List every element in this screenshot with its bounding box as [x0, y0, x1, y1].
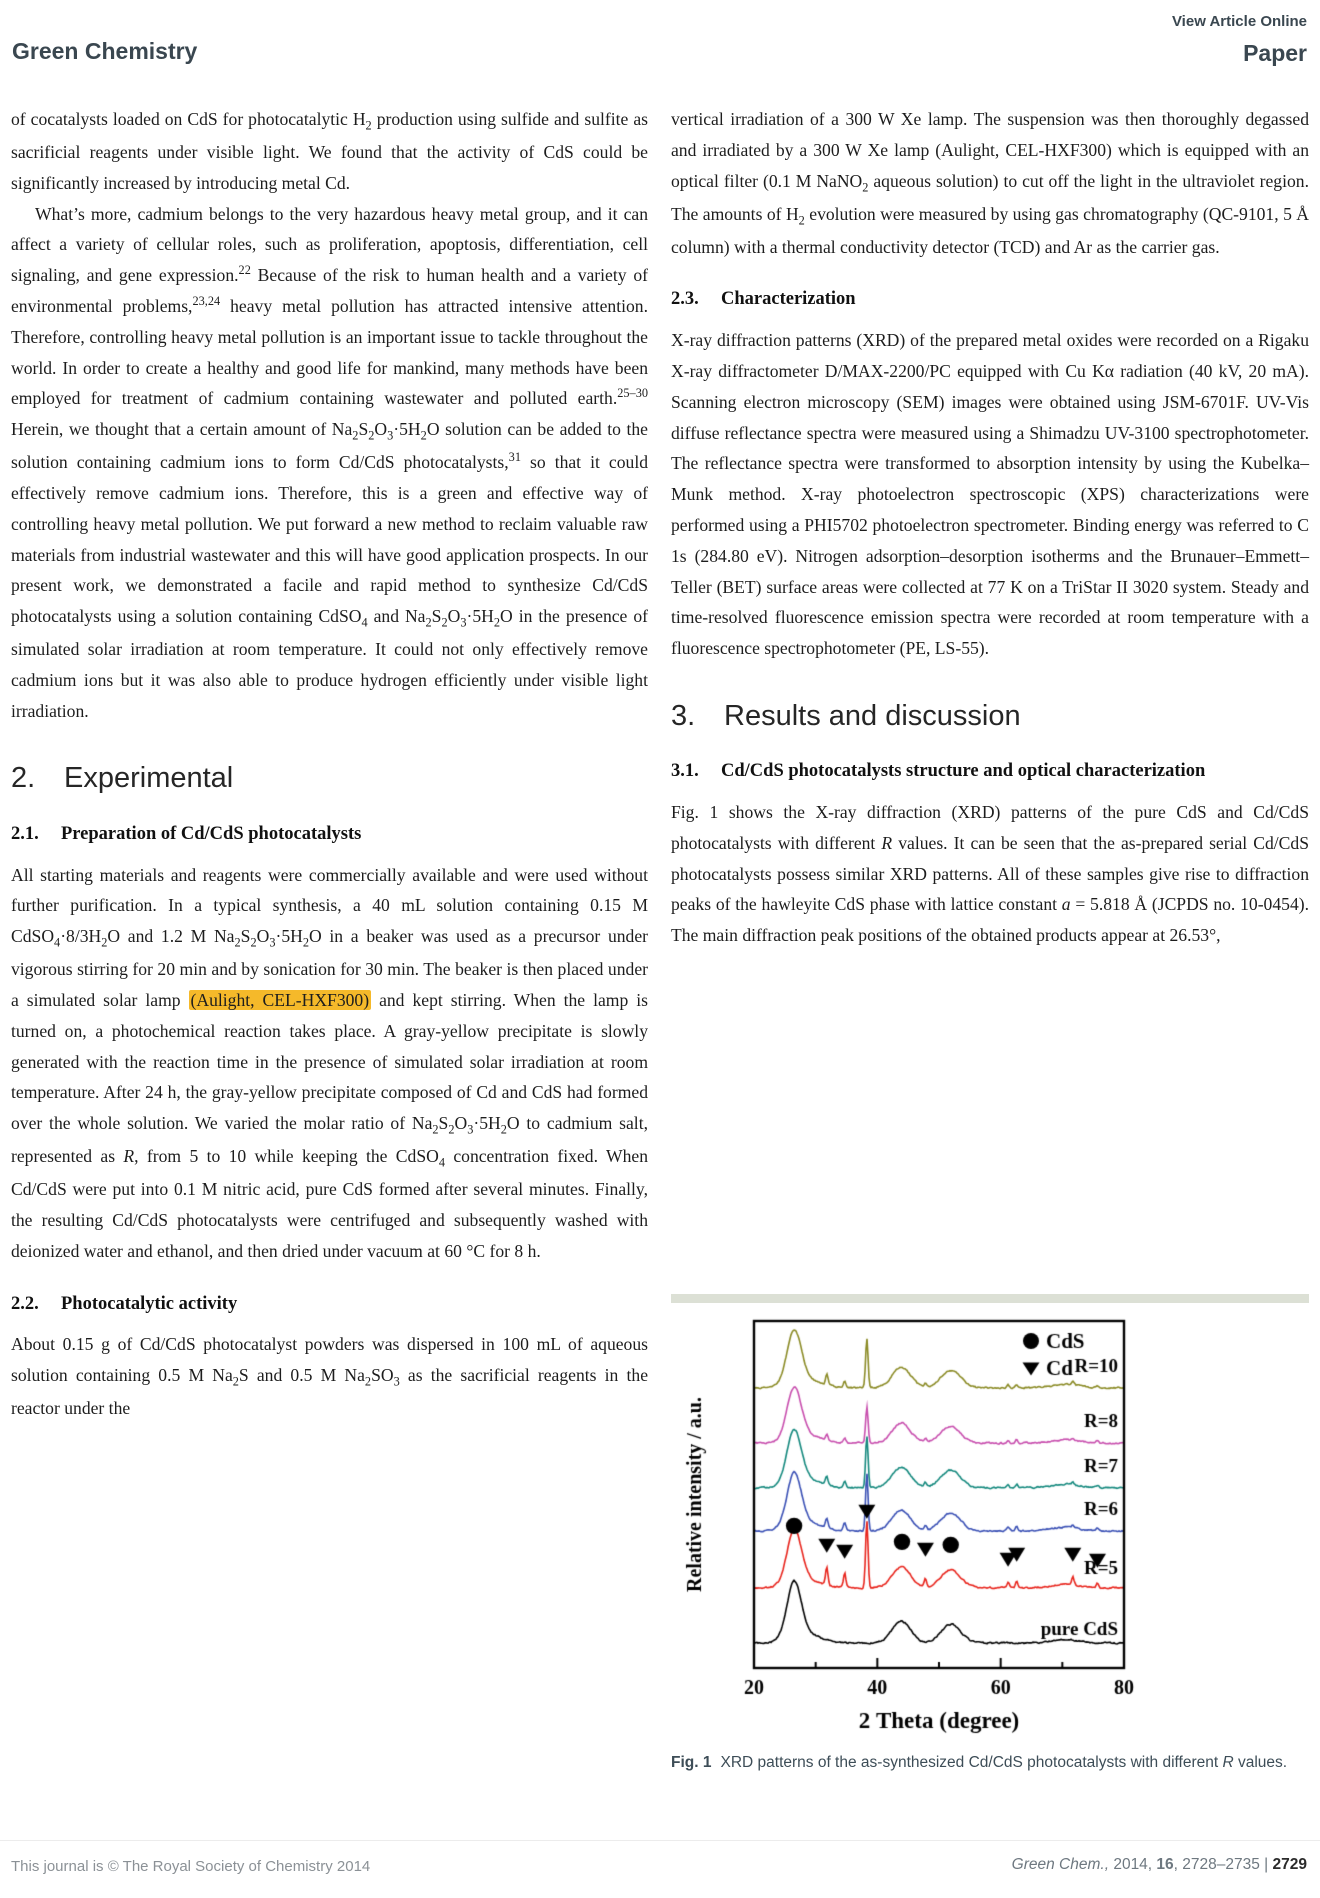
paragraph-xrd-discussion: Fig. 1 shows the X-ray diffraction (XRD) patterns of the pure CdS and Cd/CdS photocatalysts with different R values. It can be seen that the as-prepared serial Cd/CdS photocatalysts possess similar XRD patterns. All of these samples give rise to diffraction peaks of the hawleyite CdS phase with lattice constant a = 5.818 Å (JCPDS no. 10-0454). The main diffraction peak positions of the obtained products appear at 26.53°,: [671, 801, 1310, 946]
subsection-heading-characterization: [671, 286, 1309, 313]
view-article-online-link[interactable]: View Article Online: [1171, 13, 1307, 30]
footer-divider: [0, 1840, 1320, 1841]
figure-caption-text: XRD patterns of the as-synthesized Cd/CdS photocatalysts with different R values.: [720, 1754, 1288, 1771]
section-heading-results: [671, 698, 1309, 734]
footer-copyright: This journal is © The Royal Society of Chemistry 2014: [11, 1858, 371, 1875]
journal-title: Green Chemistry: [12, 38, 198, 64]
citation-separator: |: [1259, 1856, 1273, 1873]
subsection-title: Characterization: [721, 289, 856, 310]
section-title: Results and discussion: [724, 699, 1021, 732]
paragraph-photocatalytic-activity: About 0.15 g of Cd/CdS photocatalyst powders was dispersed in 100 mL of aqueous solution containing 0.5 M $Na_2S$ and 0.5 M $Na_2SO_3$ as the sacrificial reagents in the reactor under the: [11, 1334, 649, 1419]
citation-journal: Green Chem.,: [1011, 1856, 1110, 1873]
subsection-heading-photocatalytic-activity: [11, 1291, 648, 1318]
footer-citation: [1012, 1856, 1307, 1874]
paragraph-intro: of cocatalysts loaded on CdS for photocatalytic $H_2$ production using sulfide and sulfite as sacrificial reagents under visible light. We found that the activity of CdS could be significantly increased by introducing metal Cd.: [11, 109, 648, 193]
highlighted-text: (Aulight, CEL-HXF300): [190, 989, 370, 1010]
figure-caption-label: Fig. 1: [671, 1754, 712, 1771]
subsection-number: 2.2.: [11, 1293, 39, 1314]
subsection-number: 2.1.: [11, 823, 39, 844]
figure-1: [671, 1294, 1309, 1774]
xrd-chart-canvas: [679, 1313, 1159, 1743]
citation-volume: 16: [1156, 1856, 1174, 1873]
subsection-heading-structure: [671, 758, 1309, 785]
section-number: 3.: [671, 699, 696, 732]
article-type-label: Paper: [1243, 40, 1307, 66]
figure-divider: [671, 1294, 1309, 1303]
figure-caption: [671, 1751, 1309, 1774]
subsection-number: 3.1.: [671, 761, 699, 782]
paragraph-preparation: All starting materials and reagents were commercially available and were used without further purification. In a typical synthesis, a 40 mL solution containing 0.15 M $CdSO_4\cdot 8/3H_2O$ and 1.2 M $Na_2S_2O_3\cdot 5H_2O$ in a beaker was used as a precursor under vigorous stirring for 20 min and by sonication for 30 min. The beaker is then placed under a simulated solar lamp (Aulight, CEL-HXF300) and kept stirring. When the lamp is turned on, a photochemical reaction takes place. A gray-yellow precipitate is slowly generated with the reaction time in the presence of simulated solar irradiation at room temperature. After 24 h, the gray-yellow precipitate composed of Cd and CdS had formed over the whole solution. We varied the molar ratio of $Na_2S_2O_3\cdot 5H_2O$ to cadmium salt, represented as R, from 5 to 10 while keeping the CdSO$_4$ concentration fixed. When Cd/CdS were put into 0.1 M nitric acid, pure CdS formed after several minutes. Finally, the resulting Cd/CdS photocatalysts were centrifuged and subsequently washed with deionized water and ethanol, and then dried under vacuum at 60 °C for 8 h.: [11, 864, 649, 1261]
page-number: 2729: [1272, 1856, 1307, 1873]
paragraph-heavy-metal: What’s more, cadmium belongs to the very hazardous heavy metal group, and it can affect a variety of cellular roles, such as proliferation, apoptosis, differentiation, cell signaling, and gene expression.$^{22}$ Because of the risk to human health and a variety of environmental problems,$^{23,24}$ heavy metal pollution has attracted intensive attention. Therefore, controlling heavy metal pollution is an important issue to tackle throughout the world. In order to create a healthy and good life for mankind, many methods have been employed for treatment of cadmium containing wastewater and polluted earth.$^{25-30}$ Herein, we thought that a certain amount of $Na_2S_2O_3\cdot 5H_2O$ solution can be added to the solution containing cadmium ions to form Cd/CdS photocatalysts,$^{31}$ so that it could effectively remove cadmium ions. Therefore, this is a green and effective way of controlling heavy metal pollution. We put forward a new method to reclaim valuable raw materials from industrial wastewater and this will have good application prospects. In our present work, we demonstrated a facile and rapid method to synthesize Cd/CdS photocatalysts using a solution containing CdSO$_4$ and $Na_2S_2O_3\cdot 5H_2O$ in the presence of simulated solar irradiation at room temperature. It could not only effectively remove cadmium ions but it was also able to produce hydrogen efficiently under visible light irradiation.: [11, 203, 649, 721]
paragraph-irradiation: vertical irradiation of a 300 W Xe lamp. The suspension was then thoroughly degassed and irradiated by a 300 W Xe lamp (Aulight, CEL-HXF300) which is equipped with an optical filter (0.1 M NaNO$_2$ aqueous solution) to cut off the light in the ultraviolet region. The amounts of $H_2$ evolution were measured by using gas chromatography (QC-9101, 5 Å column) with a thermal conductivity detector (TCD) and Ar as the carrier gas.: [671, 109, 1310, 257]
subsection-title: Cd/CdS photocatalysts structure and optical characterization: [721, 761, 1206, 782]
left-column: [11, 104, 648, 1424]
paragraph-characterization: X-ray diffraction patterns (XRD) of the prepared metal oxides were recorded on a Rigaku X-ray diffractometer D/MAX-2200/PC equipped with Cu Kα radiation (40 kV, 20 mA). Scanning electron microscopy (SEM) images were obtained using JSM-6701F. UV-Vis diffuse reflectance spectra were measured using a Shimadzu UV-3100 spectrophotometer. The reflectance spectra were transformed to absorption intensity by using the Kubelka–Munk method. X-ray photoelectron spectroscopic (XPS) characterizations were performed using a PHI5702 photoelectron spectrometer. Binding energy was referred to C 1s (284.80 eV). Nitrogen adsorption–desorption isotherms and the Brunauer–Emmett–Teller (BET) surface areas were collected at 77 K on a TriStar II 3020 system. Steady and time-resolved fluorescence emission spectra were recorded at room temperature with a fluorescence spectrophotometer (PE, LS-55).: [671, 330, 1309, 659]
citation-year: 2014,: [1109, 1856, 1157, 1873]
right-column: [671, 104, 1309, 951]
subsection-title: Preparation of Cd/CdS photocatalysts: [61, 823, 362, 844]
subsection-heading-preparation: [11, 821, 648, 848]
section-heading-experimental: [11, 760, 648, 796]
section-title: Experimental: [64, 762, 234, 795]
subsection-title: Photocatalytic activity: [61, 1293, 238, 1314]
citation-pages: , 2728–2735: [1173, 1856, 1260, 1873]
subsection-number: 2.3.: [671, 289, 699, 310]
section-number: 2.: [11, 762, 36, 795]
